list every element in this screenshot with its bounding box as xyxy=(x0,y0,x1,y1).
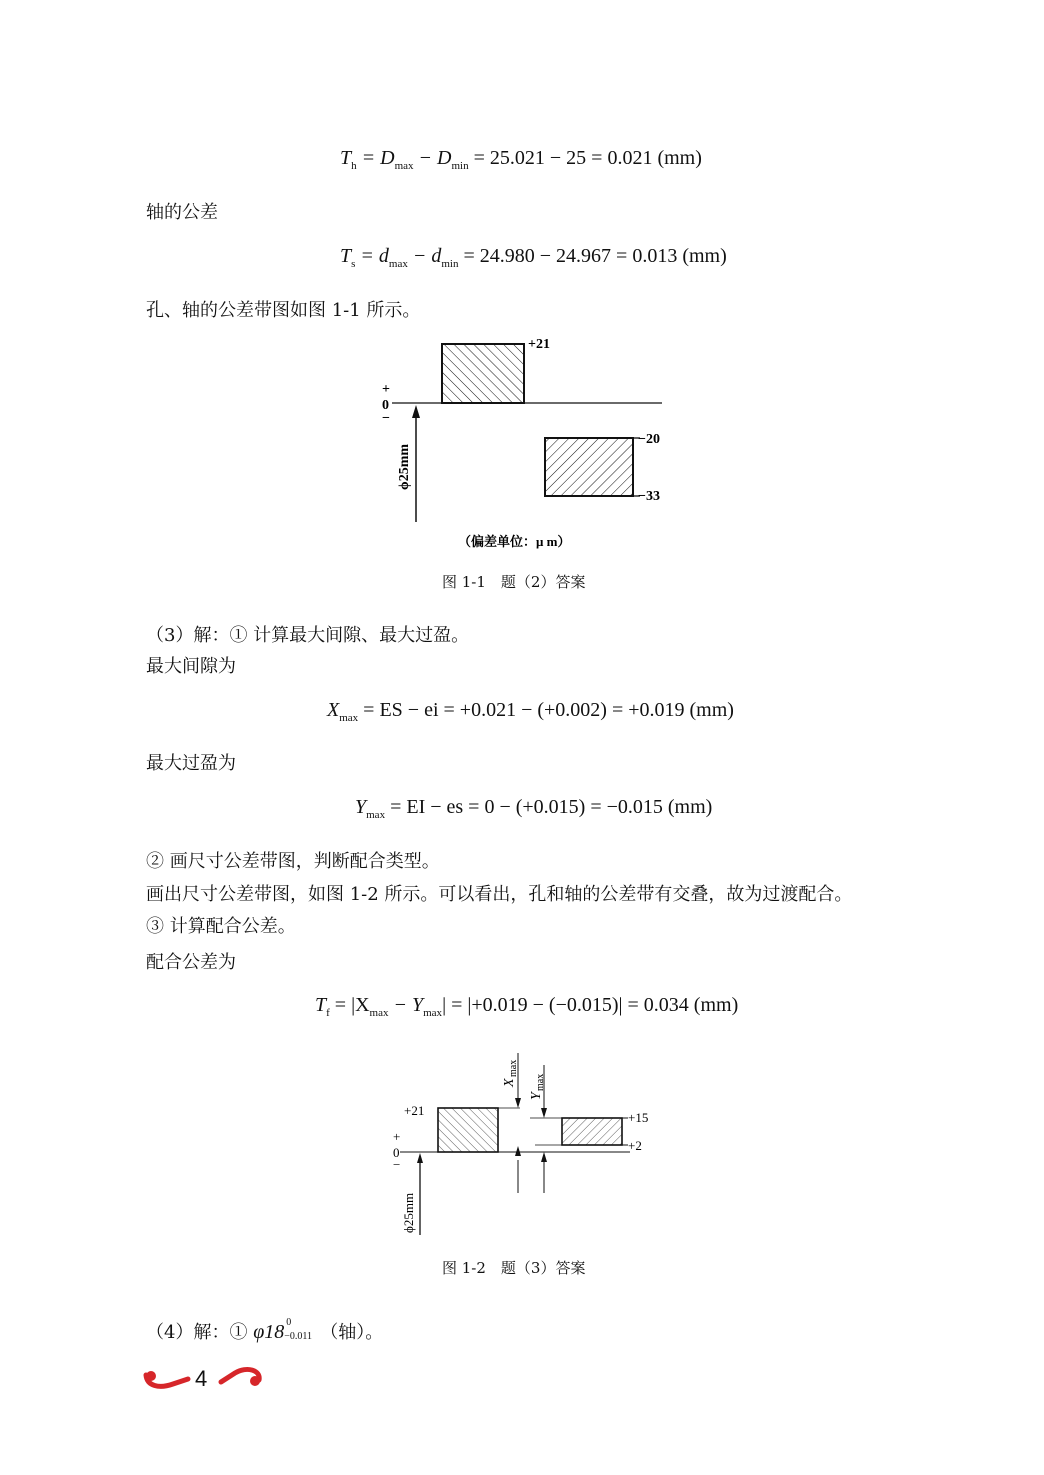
fig1-reference-text: 孔、轴的公差带图如图 1-1 所示。 xyxy=(146,300,421,321)
fig1-label-minus20: −20 xyxy=(638,432,660,447)
figure-1-2-tolerance-diagram xyxy=(380,1045,680,1245)
equation-fit-tolerance: $T_f = |X_{max} - Y_{max}| = |+0.019 - (-0.015)| = 0.034$ (mm) xyxy=(315,994,739,1019)
fig1-unit-note: （偏差单位：μ m） xyxy=(458,534,571,549)
step2-heading: ② 画尺寸公差带图，判断配合类型。 xyxy=(146,851,440,872)
fig1-label-minus33: −33 xyxy=(638,489,660,504)
equation-max-clearance: $X_{max}$ = ES − ei = +0.021 − (+0.002) = +0.019 (mm) xyxy=(327,699,734,724)
fig1-label-phi25: ϕ25mm xyxy=(397,443,412,490)
equation-shaft-tolerance: $T_s = d_{max} - d_{min} = 24.980 - 24.967 = 0.013$ (mm) xyxy=(340,245,727,270)
figure-1-2-caption: 图 1-2 题（3）答案 xyxy=(442,1259,586,1277)
hole-tolerance-zone xyxy=(442,344,524,403)
fig1-label-zero: 0 xyxy=(382,398,389,413)
fig1-label-plus: + xyxy=(382,382,390,397)
fig1-label-plus21: +21 xyxy=(528,337,550,352)
step2-description: 画出尺寸公差带图，如图 1-2 所示。可以看出，孔和轴的公差带有交叠，故为过渡配合。 xyxy=(146,884,853,905)
fig2-label-xmax: X xyxy=(502,1078,517,1087)
fig1-label-minus: − xyxy=(382,411,390,426)
fig2-label-plus2: +2 xyxy=(628,1138,642,1153)
fig2-label-zero: 0 xyxy=(393,1145,400,1160)
page-number: 4 xyxy=(195,1366,208,1391)
footer-right-ornament-icon xyxy=(217,1364,267,1392)
fig2-label-ymax: Y xyxy=(529,1092,544,1100)
figure-1-1-tolerance-diagram xyxy=(370,330,680,560)
fig2-label-phi25: ϕ25mm xyxy=(401,1192,416,1233)
part4-solution: （4）解：① φ18 0 −0.011 （轴）。 xyxy=(146,1317,384,1343)
shaft-tolerance-zone xyxy=(562,1118,622,1145)
max-interference-label: 最大过盈为 xyxy=(146,753,236,774)
fig2-label-plus21: +21 xyxy=(404,1103,425,1118)
equation-max-interference: $Y_{max}$ = EI − es = 0 − (+0.015) = −0.015 (mm) xyxy=(355,796,713,821)
fig2-label-xmax-sub: max xyxy=(508,1059,519,1077)
figure-1-1-caption: 图 1-1 题（2）答案 xyxy=(442,573,586,591)
footer-left-ornament-icon xyxy=(143,1367,203,1393)
step3-heading: ③ 计算配合公差。 xyxy=(146,916,296,937)
shaft-tolerance-label: 轴的公差 xyxy=(146,202,218,223)
fig2-label-minus: − xyxy=(393,1157,401,1172)
fig2-label-plus: + xyxy=(393,1129,401,1144)
fig2-label-plus15: +15 xyxy=(628,1110,649,1125)
part3-solution-title: （3）解：① 计算最大间隙、最大过盈。 xyxy=(146,625,470,646)
shaft-tolerance-zone xyxy=(545,438,633,496)
max-clearance-label: 最大间隙为 xyxy=(146,656,236,677)
equation-hole-tolerance: $T_h = D_{max} - D_{min} = 25.021 - 25 = 0.021$ (mm) xyxy=(340,147,702,172)
hole-tolerance-zone xyxy=(438,1108,498,1152)
fig2-label-ymax-sub: max xyxy=(535,1073,546,1091)
fit-tolerance-label: 配合公差为 xyxy=(146,952,236,973)
